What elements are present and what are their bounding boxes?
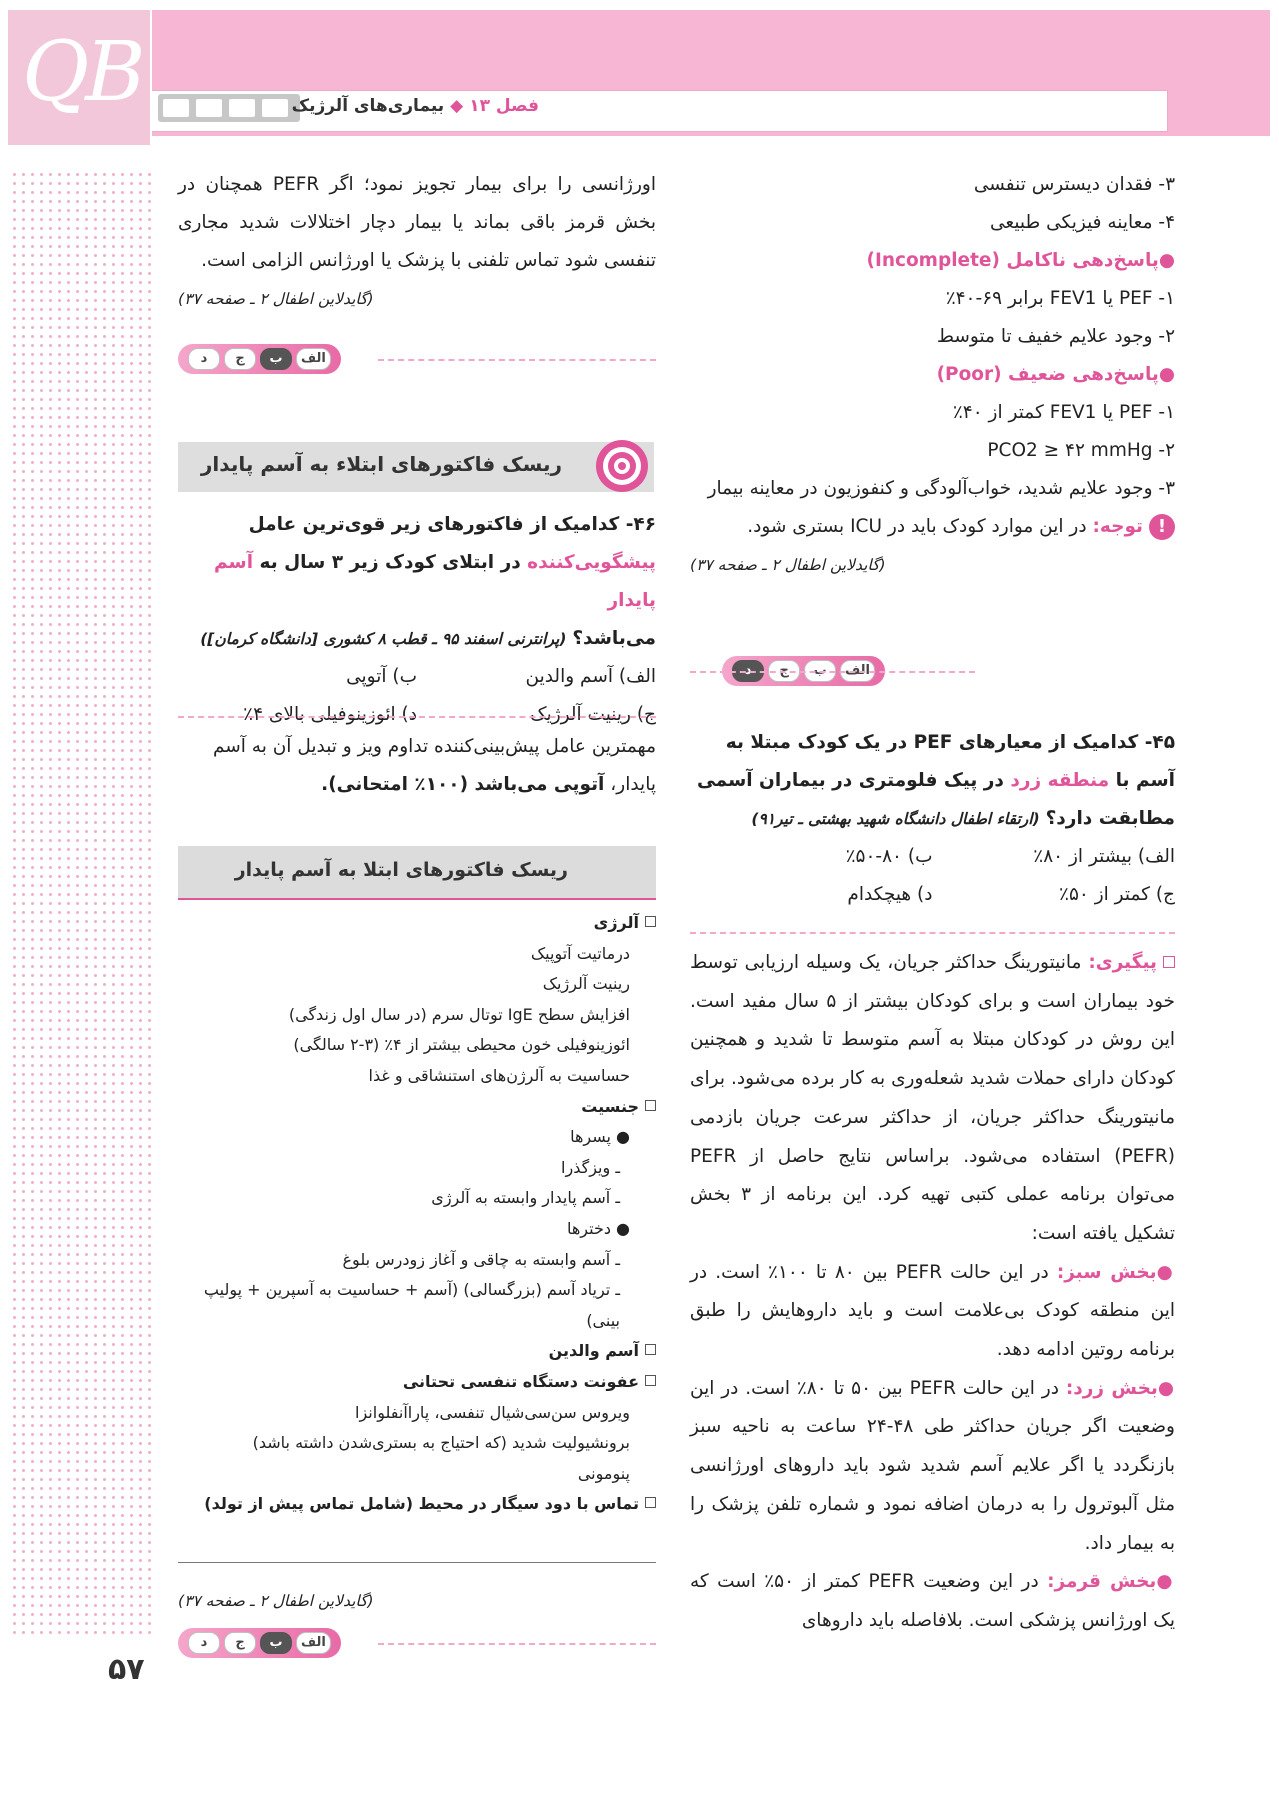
right-column: ۳- فقدان دیسترس تنفسی ۴- معاینه فیزیکی طبیعی ●پاسخ‌دهی ناکامل (Incomplete) ۱- PEF یا FEV1 برابر ۶۹-۴۰٪ ۲- وجود علایم خفیف تا متوسط ●پاسخ‌دهی ضعیف (Poor) ۱- PEF یا FEV1 کمتر از ۴۰٪ ۲- PCO2 ≥ ۴۲ mmHg ۳- وجود علایم شدید، خواب‌آلودگی و کنفوزیون در معاینه بیمار !توجه: در این موارد کودک باید در ICU بستری شود. (گایدلاین اطفال ۲ ـ صفحه ۳۷) bbox=[690, 174, 1175, 574]
divider bbox=[178, 716, 656, 718]
answer-key-1: الف ب ج د bbox=[690, 656, 1175, 688]
qb-logo bbox=[8, 10, 150, 145]
section-header: ریسک فاکتورهای ابتلاء به آسم پایدار bbox=[178, 442, 654, 492]
risk-factor-table: آلرژی درماتیت آتوپیک رینیت آلرژیک افزایش سطح IgE توتال سرم (در سال اول زندگی) ائوزینوفیلی خون محیطی بیشتر از ۴٪ (۳-۲ سالگی) حساسیت به آلرژن‌های استنشاقی و غذا جنسیت ● پسرها ـ ویزگذرا ـ آسم پایدار وابسته به آلرژی ● دخترها ـ آسم وابسته به چاقی و آغاز زودرس بلوغ ـ تریاد آسم (بزرگسالی) (آسم + حساسیت به آسپرین + پولیپ بینی) آسم والدین عفونت دستگاه تنفسی تحتانی ویروس سن‌سی‌شیال تنفسی، پاراآنفلوانزا برونشیولیت شدید (که احتیاج به بستری‌شدن داشته باشد) پنومونی تماس با دود سیگار در محیط (شامل تماس پیش از تولد) bbox=[178, 908, 656, 1520]
chapter-title: فصل ۱۳◆بیماری‌های آلرژیک bbox=[291, 96, 539, 116]
table-header: ریسک فاکتورهای ابتلا به آسم پایدار bbox=[178, 846, 656, 898]
left-continuation: اورژانسی را برای بیمار تجویز نمود؛ اگر PEFR همچنان در بخش قرمز باقی بماند یا بیمار دچار اختلالات شدید مجاری تنفسی شود تماس تلفنی با پزشک یا اورژانس الزامی است. (گایدلاین اطفال ۲ ـ صفحه ۳۷) bbox=[178, 174, 656, 308]
question-45: ۴۵- کدامیک از معیارهای PEF در یک کودک مبتلا به آسم با منطقه زرد در پیک فلومتری در بیماران آسمی مطابقت دارد؟ (ارتقاء اطفال دانشگاه شهید بهشتی ـ تیر۹۱) الف) بیشتر از ۸۰٪ ب) ۸۰-۵۰٪ ج) کمتر از ۵۰٪ د) هیچکدام bbox=[696, 732, 1175, 905]
chapter-progress-blocks bbox=[158, 94, 300, 122]
dotted-margin bbox=[10, 170, 155, 1640]
explanation-45: پیگیری: مانیتورینگ حداکثر جریان، یک وسیله ارزیابی توسط خود بیماران است و برای کودکان بیشتر از ۵ سال مفید است. این روش در کودکان مبتلا به آسم متوسط تا شدید و همچنین کودکان دارای حملات شدید شعله‌وری به کار برده می‌شود. برای مانیتورینگ حداکثر جریان، از حداکثر سرعت جریان بازدمی (PEFR) استفاده می‌شود. براساس نتایج حاصل از PEFR می‌توان برنامه عملی کتبی تهیه کرد. این برنامه از ۳ بخش تشکیل یافته است: ●بخش سبز: در این حالت PEFR بین ۸۰ تا ۱۰۰٪ است. در این منطقه کودک بی‌علامت است و باید داروهایش را طبق برنامه روتین ادامه دهد. ●بخش زرد: در این حالت PEFR بین ۵۰ تا ۸۰٪ است. در این وضعیت اگر جریان حداکثر طی ۴۸-۲۴ ساعت به ناحیه سبز بازنگردد یا اگر علایم آسم شدید شود باید داروهای اورژانسی مثل آلبوترول را به درمان اضافه نمود و شماره تلفن پزشک را به بیمار داد. ●بخش قرمز: در این وضعیت PEFR کمتر از ۵۰٪ است که یک اورژانس پزشکی است. بلافاصله باید داروهای bbox=[690, 952, 1176, 1631]
answer-key-3: الف ب ج د bbox=[178, 1628, 656, 1660]
answer-key-2: الف ب ج د bbox=[178, 344, 656, 376]
divider bbox=[690, 932, 1175, 934]
qb-logo-text: QB bbox=[22, 25, 142, 120]
page-number: ۵۷ bbox=[108, 1652, 145, 1687]
ref-3: (گایدلاین اطفال ۲ ـ صفحه ۳۷) bbox=[178, 1592, 374, 1610]
target-icon bbox=[596, 440, 648, 492]
note: !توجه: در این موارد کودک باید در ICU بستری شود. bbox=[690, 508, 1175, 546]
explanation-46: مهمترین عامل پیش‌بینی‌کننده تداوم ویز و تبدیل آن به آسم پایدار، آتوپی می‌باشد (۱۰۰٪ امتحانی). bbox=[212, 736, 656, 795]
warning-icon: ! bbox=[1149, 514, 1175, 540]
question-46: ۴۶- کدامیک از فاکتورهای زیر قوی‌ترین عامل پیشگویی‌کننده در ابتلای کودک زیر ۳ سال به آسم پایدار می‌باشد؟ (پرانترنی اسفند ۹۵ ـ قطب ۸ کشوری [دانشگاه کرمان]) الف) آسم والدین ب) آتوپی ج) رینیت آلرژیک د) ائوزینوفیلی بالای ۴٪ bbox=[200, 514, 656, 725]
